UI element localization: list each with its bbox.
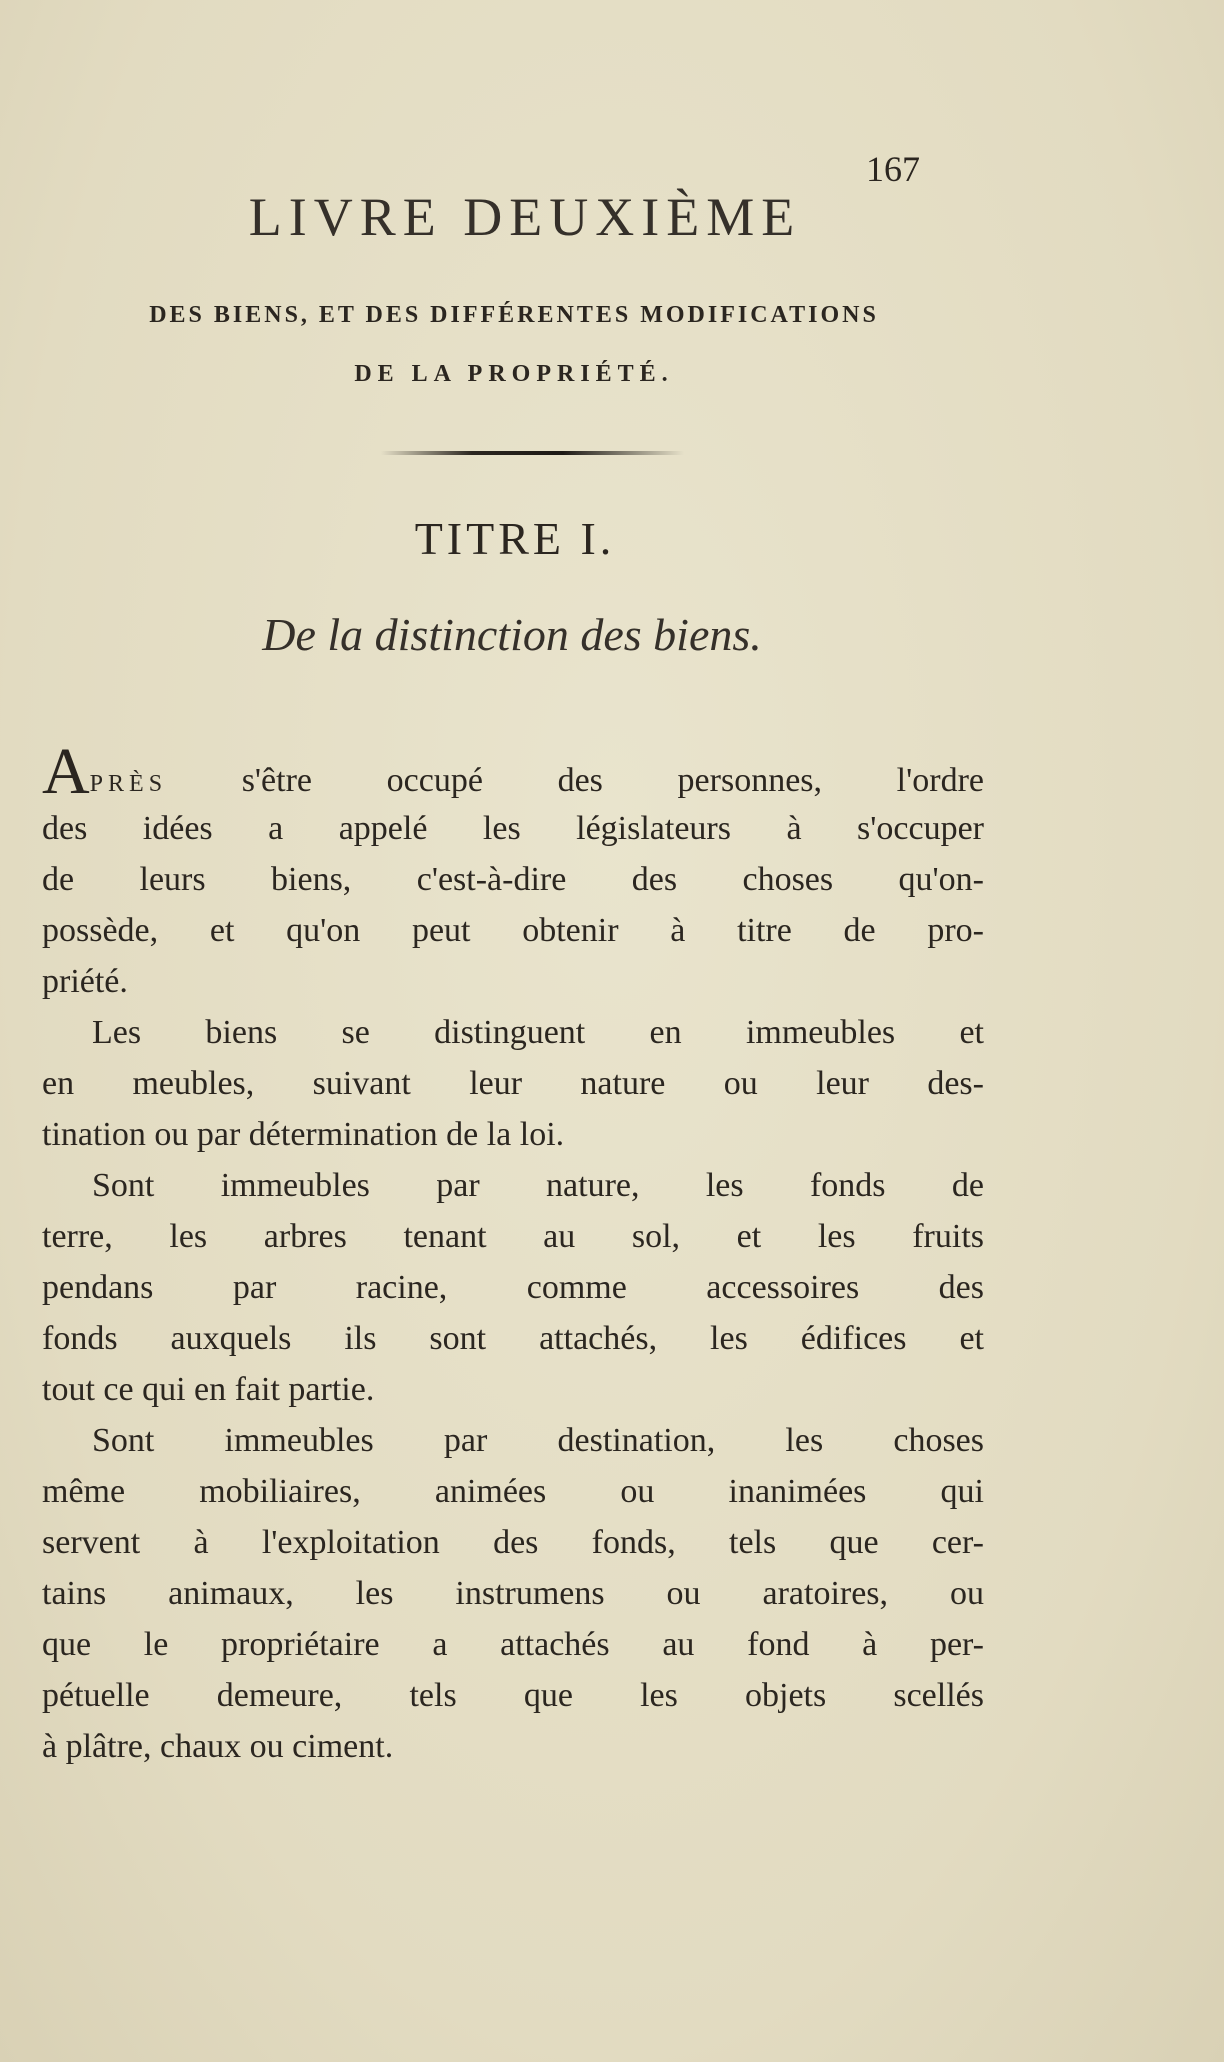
text-line: en meubles, suivant leur nature ou leur des- <box>42 1065 984 1102</box>
text-line-content: s'être occupé des personnes, l'ordre <box>167 762 984 799</box>
text-line: des idées a appelé les législateurs à s'occuper <box>42 810 984 847</box>
text-line: possède, et qu'on peut obtenir à titre de pro- <box>42 912 984 949</box>
body-text <box>42 735 984 1772</box>
text-line: fonds auxquels ils sont attachés, les édifices et <box>42 1320 984 1357</box>
text-line: tout ce qui en fait partie. <box>42 1371 375 1408</box>
page-number: 167 <box>866 149 920 189</box>
text-line: Sont immeubles par destination, les choses <box>92 1422 984 1459</box>
text-line: pétuelle demeure, tels que les objets scellés <box>42 1677 984 1714</box>
book-subtitle-line-1: DES BIENS, ET DES DIFFÉRENTES MODIFICATIONS <box>149 302 879 328</box>
text-line: priété. <box>42 963 128 1000</box>
text-line: Sont immeubles par nature, les fonds de <box>92 1167 984 1204</box>
text-line: pendans par racine, comme accessoires des <box>42 1269 984 1306</box>
text-line: tains animaux, les instrumens ou aratoires, ou <box>42 1575 984 1612</box>
drop-cap: A <box>42 735 90 808</box>
text-line: à plâtre, chaux ou ciment. <box>42 1728 394 1765</box>
title-heading: TITRE I. <box>414 513 616 564</box>
text-line: même mobiliaires, animées ou inanimées qui <box>42 1473 984 1510</box>
text-line: que le propriétaire a attachés au fond à per- <box>42 1626 984 1663</box>
book-subtitle-line-2: DE LA PROPRIÉTÉ. <box>354 361 674 387</box>
text-line: servent à l'exploitation des fonds, tels que cer- <box>42 1524 984 1561</box>
divider-rule <box>381 451 684 455</box>
text-line: tination ou par détermination de la loi. <box>42 1116 565 1153</box>
text-line: de leurs biens, c'est-à-dire des choses qu'on- <box>42 861 984 898</box>
title-subheading: De la distinction des biens. <box>262 609 762 660</box>
small-caps-word: PRÈS <box>89 771 168 797</box>
text-line: Les biens se distinguent en immeubles et <box>92 1014 984 1051</box>
text-line: terre, les arbres tenant au sol, et les fruits <box>42 1218 984 1255</box>
book-title: LIVRE DEUXIÈME <box>248 187 802 247</box>
text-line <box>42 735 984 808</box>
